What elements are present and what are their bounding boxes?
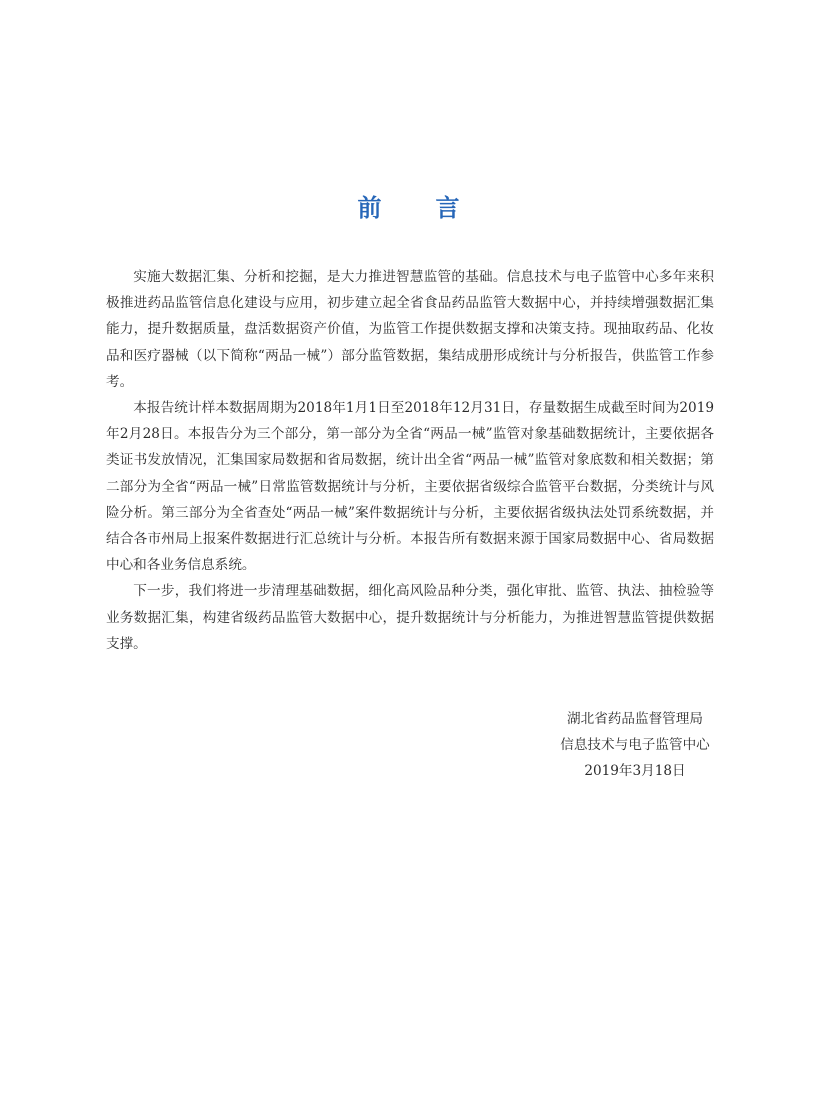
signature-organization: 湖北省药品监督管理局 <box>567 711 703 727</box>
signature-department: 信息技术与电子监管中心 <box>560 737 710 753</box>
signature-block <box>540 706 730 784</box>
paragraph-3: 下一步，我们将进一步清理基础数据，细化高风险品种分类，强化审批、监管、执法、抽检验等业务数据汇集，构建省级药品监管大数据中心，提升数据统计与分析能力，为推进智慧监管提供数据支撑。 <box>106 583 714 652</box>
title-char-1: 前 <box>357 194 382 222</box>
signature-date: 2019年3月18日 <box>584 763 686 779</box>
title-char-2: 言 <box>435 194 460 222</box>
paragraph-2: 本报告统计样本数据周期为2018年1月1日至2018年12月31日，存量数据生成截至时间为2019年2月28日。本报告分为三个部分，第一部分为全省“两品一械”监管对象基础数据统计，主要依据各类证书发放情况，汇集国家局数据和省局数据，统计出全省“两品一械”监管对象底数和相关数据；第二部分为全省“两品一械”日常监管数据统计与分析，主要依据省级综合监管平台数据，分类统计与风险分析。第三部分为全省查处“两品一械”案件数据统计与分析，主要依据省级执法处罚系统数据，并结合各市州局上报案件数据进行汇总统计与分析。本报告所有数据来源于国家局数据中心、省局数据中心和各业务信息系统。 <box>106 400 714 574</box>
preface-body <box>106 264 714 657</box>
paragraph-1: 实施大数据汇集、分析和挖掘，是大力推进智慧监管的基础。信息技术与电子监管中心多年来积极推进药品监管信息化建设与应用，初步建立起全省食品药品监管大数据中心，并持续增强数据汇集能力，提升数据质量，盘活数据资产价值，为监管工作提供数据支撑和决策支持。现抽取药品、化妆品和医疗器械（以下简称“两品一械”）部分监管数据，集结成册形成统计与分析报告，供监管工作参考。 <box>106 269 714 390</box>
page-title <box>0 188 817 223</box>
